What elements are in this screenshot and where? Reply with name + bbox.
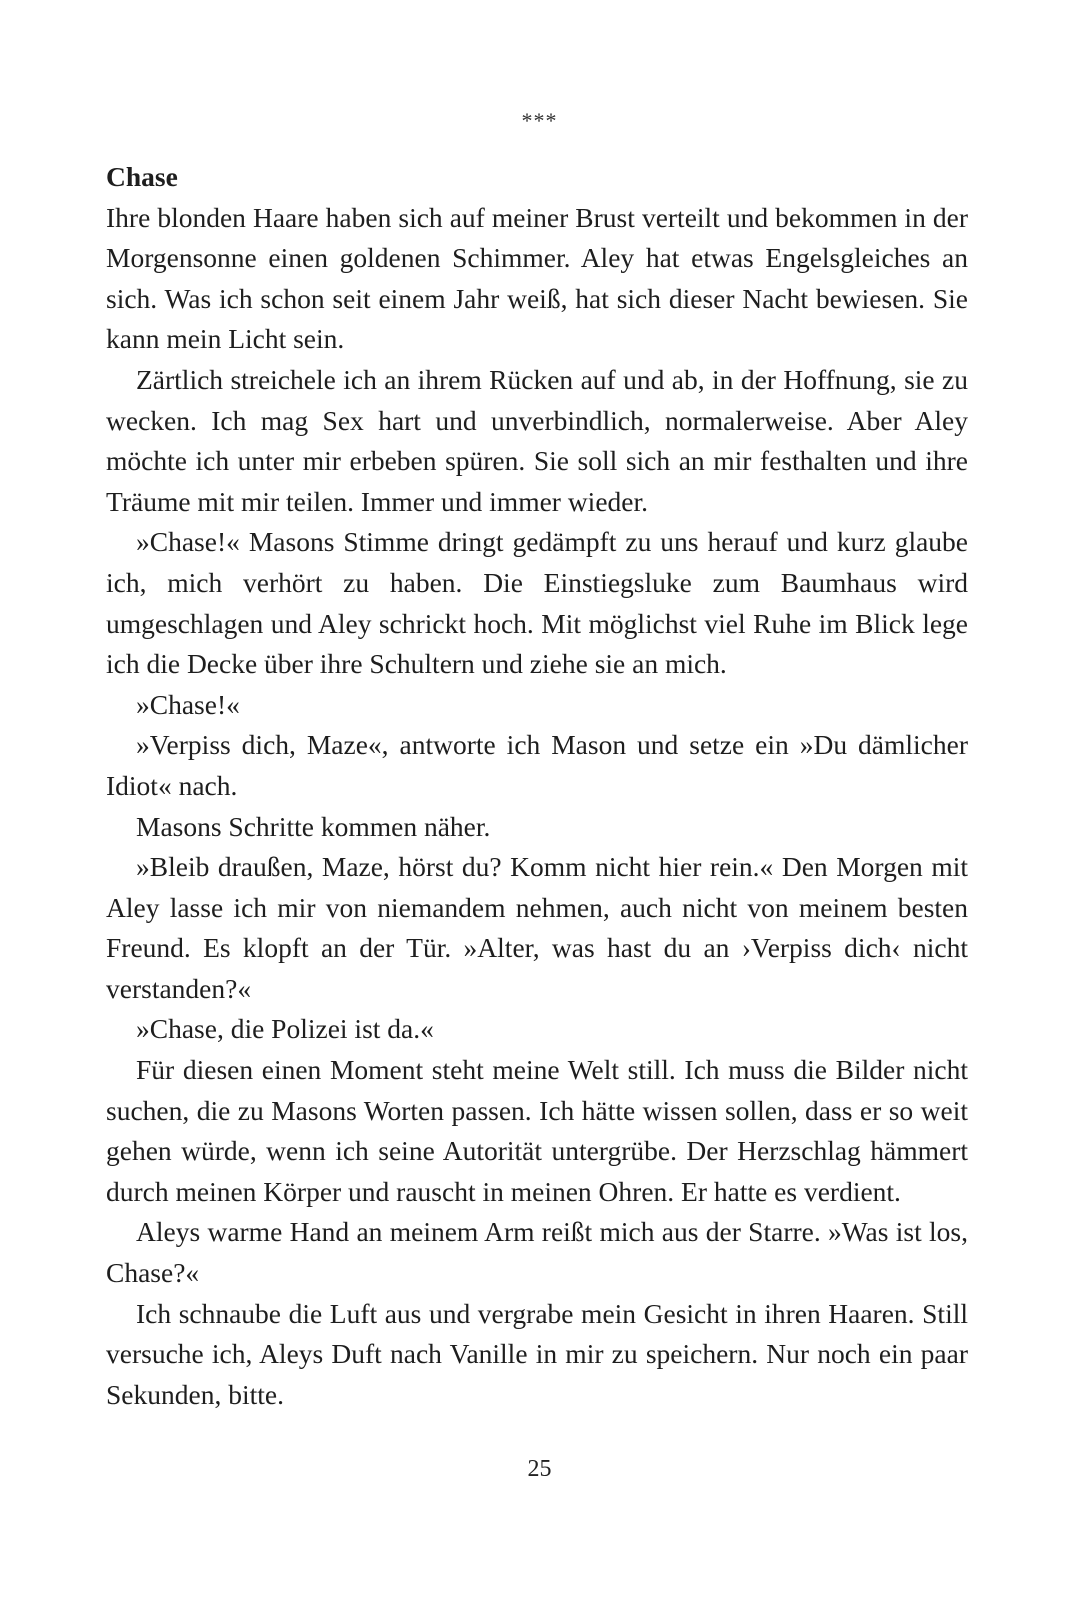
paragraph: Aleys warme Hand an meinem Arm reißt mich aus der Starre. »Was ist los, Chase?« xyxy=(106,1216,968,1289)
chapter-heading: Chase xyxy=(106,161,178,192)
paragraph: »Bleib draußen, Maze, hörst du? Komm nicht hier rein.« Den Morgen mit Aley lasse ich mir von niemandem nehmen, auch nicht von meinem besten Freund. Es klopft an der Tür. »Alter, was hast du an ›Verpiss dich‹ nicht verstanden?« xyxy=(106,851,968,1004)
paragraph: Für diesen einen Moment steht meine Welt still. Ich muss die Bilder nicht suchen, die zu Masons Worten passen. Ich hätte wissen sollen, dass er so weit gehen würde, wenn ich seine Autorität untergrübe. Der Herzschlag hämmert durch meinen Körper und rauscht in meinen Ohren. Er hatte es verdient. xyxy=(106,1054,968,1207)
paragraph: Masons Schritte kommen näher. xyxy=(136,810,491,842)
paragraph: Ihre blonden Haare haben sich auf meiner Brust verteilt und bekommen in der Morgensonne einen goldenen Schimmer. Aley hat etwas Engelsgleiches an sich. Was ich schon seit einem Jahr weiß, hat sich dieser Nacht bewiesen. Sie kann mein Licht sein. xyxy=(106,201,968,355)
paragraph: »Verpiss dich, Maze«, antworte ich Mason und setze ein »Du dämlicher Idiot« nach. xyxy=(106,729,968,801)
page-number: 25 xyxy=(527,1456,552,1482)
paragraph: »Chase!« Masons Stimme dringt gedämpft zu uns herauf und kurz glaube ich, mich verhört zu haben. Die Einstiegsluke zum Baumhaus wird umgeschlagen und Aley schrickt hoch. Mit möglichst viel Ruhe im Blick lege ich die Decke über ihre Schultern und ziehe sie an mich. xyxy=(106,526,968,680)
section-separator: *** xyxy=(521,108,558,133)
paragraph: Zärtlich streichele ich an ihrem Rücken auf und ab, in der Hoffnung, sie zu wecken. Ich mag Sex hart und unverbindlich, normalerweise. Aber Aley möchte ich unter mir erbeben spüren. Sie soll sich an mir festhalten und ihre Träume mit mir teilen. Immer und immer wieder. xyxy=(106,363,968,517)
paragraph: »Chase, die Polizei ist da.« xyxy=(136,1013,434,1045)
paragraph: Ich schnaube die Luft aus und vergrabe mein Gesicht in ihren Haaren. Still versuche ich, Aleys Duft nach Vanille in mir zu speichern. Nur noch ein paar Sekunden, bitte. xyxy=(106,1297,968,1410)
paragraph: »Chase!« xyxy=(136,688,240,720)
body-text xyxy=(106,157,968,1415)
